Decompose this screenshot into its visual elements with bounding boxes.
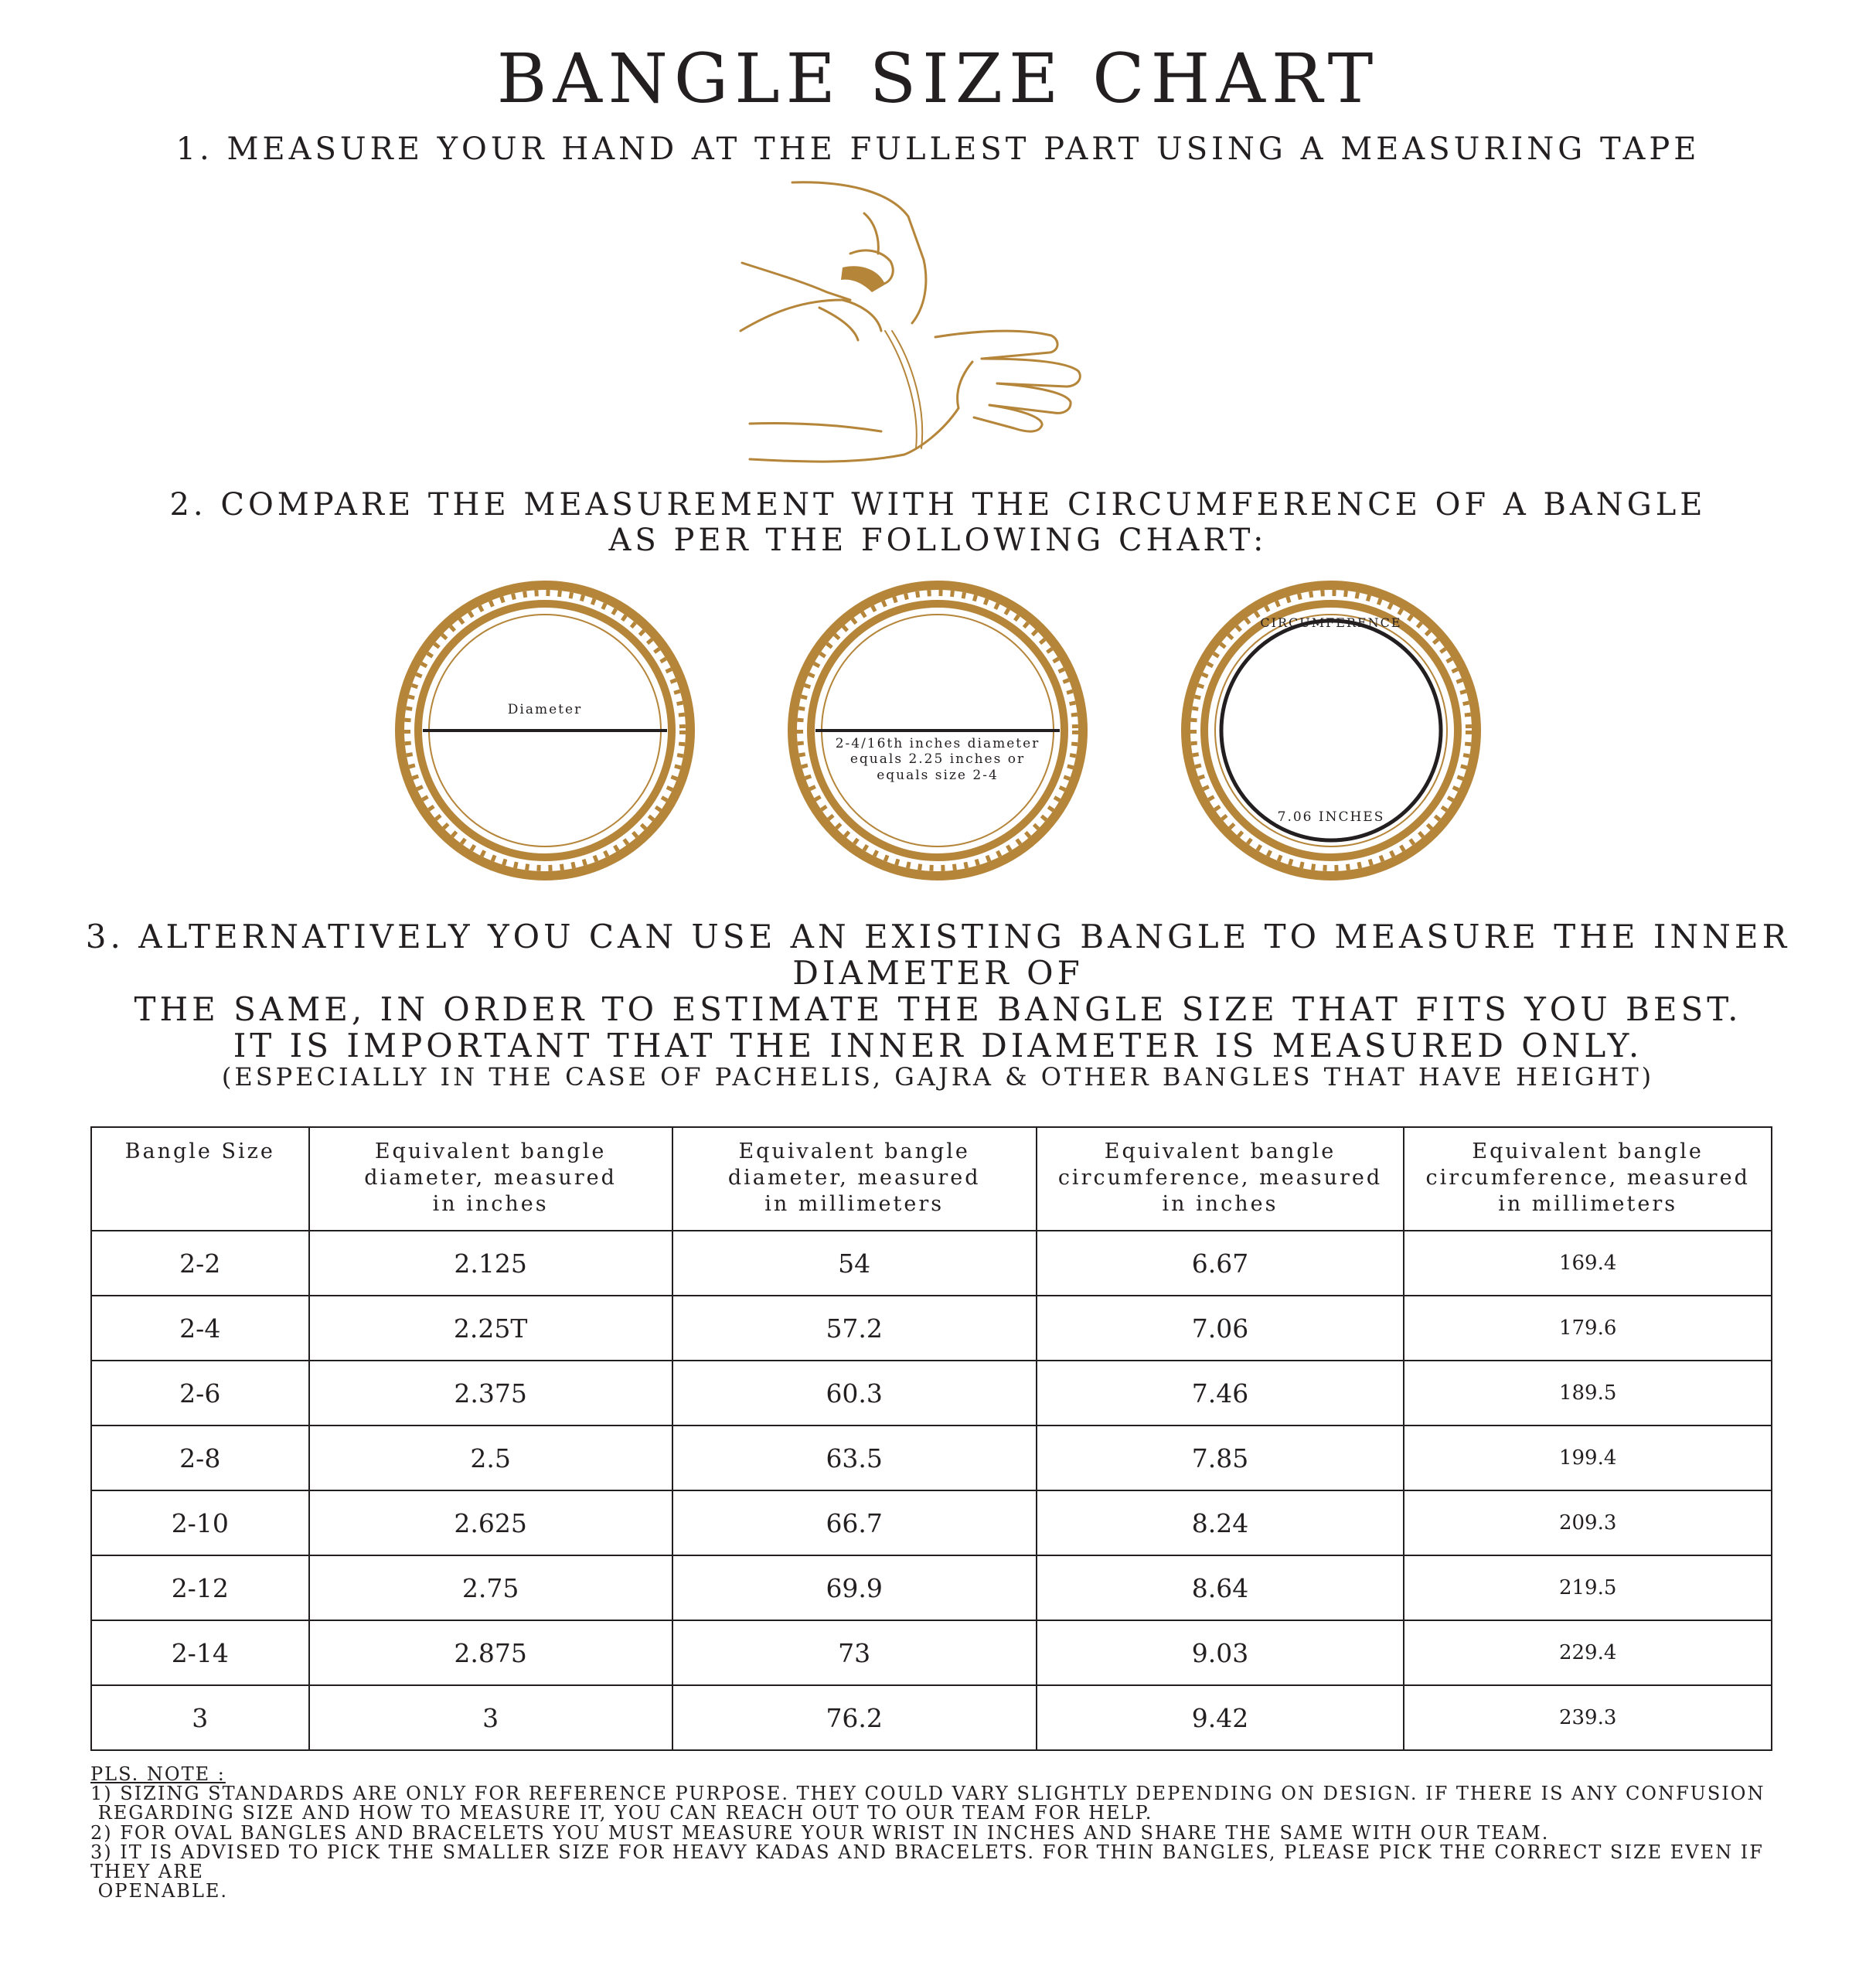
cell-diameter-mm: 76.2 [672,1685,1037,1750]
step-3-line-2: THE SAME, IN ORDER TO ESTIMATE THE BANGLE SIZE THAT FITS YOU BEST. [134,990,1742,1029]
cell-circumference-in: 7.85 [1037,1425,1404,1490]
step-3-line-4: (ESPECIALLY IN THE CASE OF PACHELIS, GAJRA & OTHER BANGLES THAT HAVE HEIGHT) [221,1062,1655,1092]
example-label-line-2: equals 2.25 inches or [849,751,1026,768]
note-line: 1) SIZING STANDARDS ARE ONLY FOR REFERENCE PURPOSE. THEY COULD VARY SLIGHTLY DEPENDING ON DESIGN. IF THERE IS ANY CONFUSION [90,1783,1765,1805]
step-1-text: 1. MEASURE YOUR HAND AT THE FULLEST PART USING A MEASURING TAPE [175,131,1701,167]
header-text: Equivalent bangle [1104,1139,1336,1163]
cell-diameter-in: 3 [309,1685,672,1750]
cell-diameter-mm: 66.7 [672,1490,1037,1555]
page-title: BANGLE SIZE CHART [496,39,1380,118]
header-text: Equivalent bangle [1472,1139,1704,1163]
header-text: circumference, measured [1425,1165,1750,1190]
header-text: Equivalent bangle [738,1139,970,1163]
header-text: in millimeters [1498,1191,1678,1216]
note-line: REGARDING SIZE AND HOW TO MEASURE IT, YOU CAN REACH OUT TO OUR TEAM FOR HELP. [90,1802,1153,1824]
note-line: 2) FOR OVAL BANGLES AND BRACELETS YOU MUST MEASURE YOUR WRIST IN INCHES AND SHARE THE SAME WITH OUR TEAM. [90,1821,1550,1844]
example-label-line-3: equals size 2-4 [877,767,999,783]
cell-diameter-in: 2.125 [309,1231,672,1296]
header-text: diameter, measured [727,1165,981,1190]
cell-circumference-mm: 229.4 [1404,1620,1772,1685]
cell-diameter-in: 2.625 [309,1490,672,1555]
cell-size: 2-6 [91,1361,309,1425]
cell-diameter-in: 2.25T [309,1296,672,1361]
notes-section [90,1765,1791,1901]
cell-diameter-mm: 73 [672,1620,1037,1685]
step-3-line-3: IT IS IMPORTANT THAT THE INNER DIAMETER IS MEASURED ONLY. [233,1027,1643,1065]
header-diameter-inches [309,1127,672,1231]
step-3-line-1: 3. ALTERNATIVELY YOU CAN USE AN EXISTING BANGLE TO MEASURE THE INNER DIAMETER OF [85,918,1791,993]
header-circumference-inches [1037,1127,1404,1231]
cell-size: 2-14 [91,1620,309,1685]
note-line: OPENABLE. [90,1880,229,1902]
step-3-text [0,918,1876,1092]
hand-measuring-illustration [727,176,1144,470]
header-text: in inches [432,1191,549,1216]
cell-size: 2-4 [91,1296,309,1361]
header-bangle-size [91,1127,309,1231]
cell-circumference-in: 7.46 [1037,1361,1404,1425]
bangle-size-table [90,1126,1772,1751]
table-row [91,1296,1772,1361]
header-text: in inches [1162,1191,1278,1216]
cell-diameter-in: 2.875 [309,1620,672,1685]
example-label [783,736,1092,783]
cell-diameter-in: 2.5 [309,1425,672,1490]
table-row [91,1231,1772,1296]
cell-diameter-mm: 63.5 [672,1425,1037,1490]
notes-heading: PLS. NOTE : [90,1763,226,1785]
header-circumference-mm [1404,1127,1772,1231]
circumference-label: CIRCUMFERENCE [1260,615,1402,630]
cell-size: 2-12 [91,1555,309,1620]
cell-diameter-in: 2.75 [309,1555,672,1620]
header-text: in millimeters [764,1191,945,1216]
header-text: circumference, measured [1057,1165,1383,1190]
table-row [91,1425,1772,1490]
step-2-line-1: 2. COMPARE THE MEASUREMENT WITH THE CIRCUMFERENCE OF A BANGLE [169,487,1707,523]
cell-circumference-in: 9.42 [1037,1685,1404,1750]
cell-circumference-in: 8.24 [1037,1490,1404,1555]
table-row [91,1685,1772,1750]
cell-circumference-mm: 209.3 [1404,1490,1772,1555]
cell-size: 2-8 [91,1425,309,1490]
example-label-line-1: 2-4/16th inches diameter [835,736,1040,751]
header-text: diameter, measured [364,1165,617,1190]
step-2-line-2: AS PER THE FOLLOWING CHART: [608,523,1268,558]
table-row [91,1620,1772,1685]
circumference-value: 7.06 INCHES [1277,809,1385,825]
cell-diameter-in: 2.375 [309,1361,672,1425]
cell-diameter-mm: 54 [672,1231,1037,1296]
cell-circumference-in: 9.03 [1037,1620,1404,1685]
table-row [91,1490,1772,1555]
cell-circumference-mm: 199.4 [1404,1425,1772,1490]
cell-circumference-in: 6.67 [1037,1231,1404,1296]
cell-circumference-mm: 219.5 [1404,1555,1772,1620]
note-line: 3) IT IS ADVISED TO PICK THE SMALLER SIZE FOR HEAVY KADAS AND BRACELETS. FOR THIN BANGLES, PLEASE PICK THE CORRECT SIZE EVEN IF THEY ARE [90,1841,1764,1882]
header-text: Bangle Size [124,1139,275,1163]
cell-circumference-mm: 239.3 [1404,1685,1772,1750]
cell-circumference-in: 7.06 [1037,1296,1404,1361]
cell-size: 2-2 [91,1231,309,1296]
cell-diameter-mm: 69.9 [672,1555,1037,1620]
cell-diameter-mm: 57.2 [672,1296,1037,1361]
cell-circumference-mm: 179.6 [1404,1296,1772,1361]
header-text: Equivalent bangle [374,1139,607,1163]
diameter-label: Diameter [507,702,583,717]
bangle-example-diagram [783,576,1092,885]
table-header-row [91,1127,1772,1231]
cell-circumference-mm: 169.4 [1404,1231,1772,1296]
cell-size: 3 [91,1685,309,1750]
table-row [91,1555,1772,1620]
cell-size: 2-10 [91,1490,309,1555]
step-2-text [0,487,1876,558]
table-row [91,1361,1772,1425]
cell-circumference-mm: 189.5 [1404,1361,1772,1425]
cell-diameter-mm: 60.3 [672,1361,1037,1425]
header-diameter-mm [672,1127,1037,1231]
cell-circumference-in: 8.64 [1037,1555,1404,1620]
bangle-diameter-diagram [390,576,700,885]
